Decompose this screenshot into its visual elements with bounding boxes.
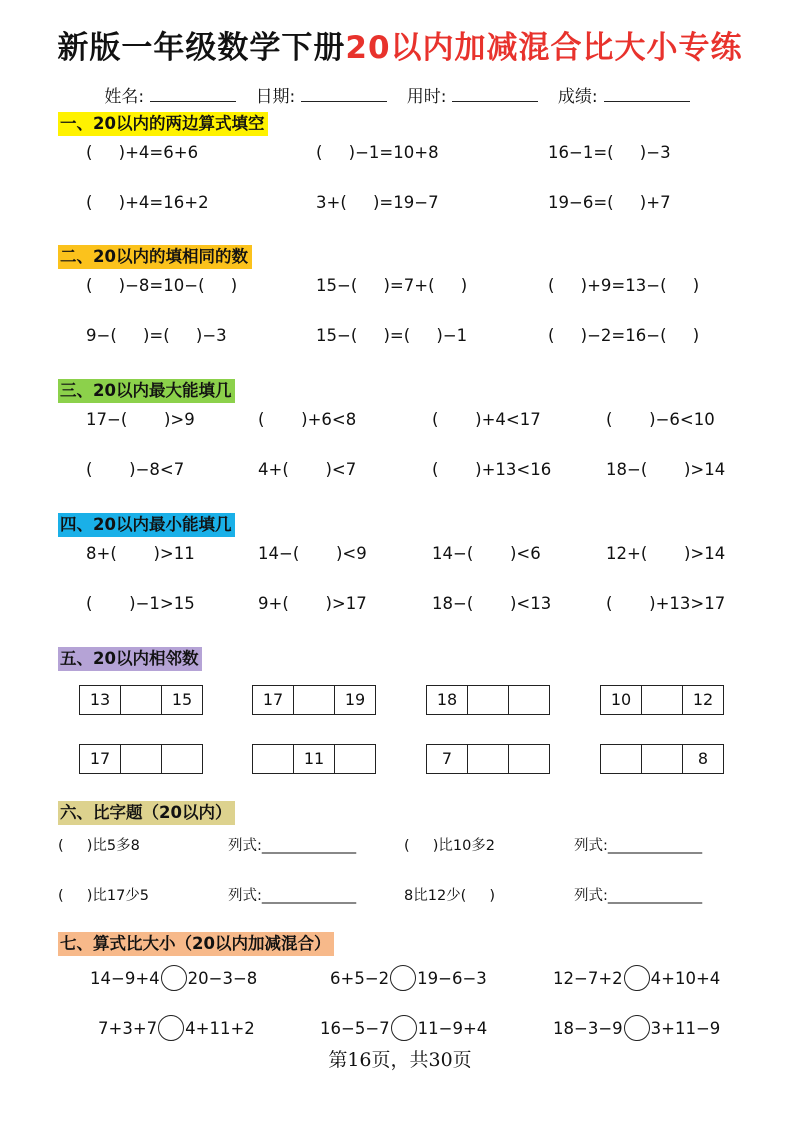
equation-blank[interactable]: 列式:_____________ — [228, 888, 357, 904]
problem: 9−( )=( )−3 — [86, 326, 227, 345]
problem: ( )−1>15 — [86, 594, 195, 613]
section-1-row-2 — [0, 193, 800, 217]
number-box[interactable]: 10 — [601, 686, 642, 714]
number-box[interactable] — [253, 745, 294, 773]
section-3-heading: 三、20以内最大能填几 — [58, 379, 235, 403]
section-7-heading: 七、算式比大小（20以内加减混合） — [58, 932, 334, 956]
problem: ( )−1=10+8 — [316, 143, 439, 162]
section-1-row-1 — [0, 143, 800, 167]
compare-circle[interactable] — [161, 965, 187, 991]
section-4-row-1 — [0, 544, 800, 568]
problem: ( )+6<8 — [258, 410, 357, 429]
problem: ( )−8=10−( ) — [86, 276, 238, 295]
name-label: 姓名: — [104, 87, 145, 107]
number-box[interactable]: 13 — [80, 686, 121, 714]
problem: 18−( )<13 — [432, 594, 552, 613]
section-1-heading: 一、20以内的两边算式填空 — [58, 112, 268, 136]
problem: 14−( )<6 — [432, 544, 541, 563]
neighbor-boxes — [600, 744, 724, 774]
time-blank[interactable] — [452, 87, 538, 102]
title-main: 新版一年级数学下册 — [57, 30, 346, 66]
score-blank[interactable] — [604, 87, 690, 102]
problem: 8+( )>11 — [86, 544, 195, 563]
compare-item — [553, 965, 720, 991]
number-box[interactable] — [335, 745, 375, 773]
number-box[interactable] — [509, 686, 549, 714]
number-box[interactable]: 17 — [253, 686, 294, 714]
section-6-heading: 六、比字题（20以内） — [58, 801, 235, 825]
number-box[interactable] — [642, 745, 683, 773]
problem: 16−1=( )−3 — [548, 143, 671, 162]
problem: ( )−8<7 — [86, 460, 185, 479]
compare-item — [90, 965, 257, 991]
left-expression: 12−7+2 — [553, 968, 623, 988]
number-box[interactable]: 18 — [427, 686, 468, 714]
name-blank[interactable] — [150, 87, 236, 102]
neighbor-boxes — [426, 744, 550, 774]
problem: 3+( )=19−7 — [316, 193, 439, 212]
student-info-line — [0, 82, 800, 107]
number-box[interactable] — [468, 745, 509, 773]
number-box[interactable] — [121, 686, 162, 714]
left-expression: 16−5−7 — [320, 1018, 390, 1038]
compare-circle[interactable] — [624, 1015, 650, 1041]
left-expression: 18−3−9 — [553, 1018, 623, 1038]
equation-blank[interactable]: 列式:_____________ — [228, 838, 357, 854]
problem: ( )+13<16 — [432, 460, 552, 479]
word-problem: 8比12少( ) — [404, 888, 496, 904]
right-expression: 4+10+4 — [650, 968, 721, 988]
section-4-row-2 — [0, 594, 800, 618]
word-problem: ( )比5多8 — [58, 838, 140, 854]
problem: ( )−2=16−( ) — [548, 326, 700, 345]
page-title — [0, 22, 800, 67]
problem: 15−( )=7+( ) — [316, 276, 468, 295]
problem: 12+( )>14 — [606, 544, 726, 563]
compare-circle[interactable] — [158, 1015, 184, 1041]
equation-blank[interactable]: 列式:_____________ — [574, 888, 703, 904]
number-box[interactable] — [294, 686, 335, 714]
section-3-row-1 — [0, 410, 800, 434]
right-expression: 4+11+2 — [185, 1018, 255, 1038]
neighbor-boxes — [426, 685, 550, 715]
problem: 18−( )>14 — [606, 460, 726, 479]
date-label: 日期: — [255, 87, 296, 107]
number-box[interactable]: 15 — [171, 690, 193, 709]
compare-circle[interactable] — [624, 965, 650, 991]
neighbor-boxes — [252, 744, 376, 774]
problem: 17−( )>9 — [86, 410, 195, 429]
problem: ( )+13>17 — [606, 594, 726, 613]
number-box[interactable] — [121, 745, 162, 773]
right-expression: 19−6−3 — [417, 968, 487, 988]
equation-blank[interactable]: 列式:_____________ — [574, 838, 703, 854]
number-box[interactable]: 8 — [697, 749, 709, 768]
problem: ( )+4=6+6 — [86, 143, 199, 162]
neighbor-boxes — [252, 685, 376, 715]
number-box[interactable]: 7 — [427, 745, 468, 773]
section-6-row-2 — [0, 884, 800, 908]
right-expression: 3+11−9 — [650, 1018, 721, 1038]
problem: 9+( )>17 — [258, 594, 367, 613]
number-box[interactable] — [509, 745, 549, 773]
problem: 15−( )=( )−1 — [316, 326, 468, 345]
number-box[interactable] — [601, 745, 642, 773]
page-number: 第16页，共30页 — [328, 1049, 472, 1071]
compare-item — [330, 965, 487, 991]
neighbor-boxes — [79, 685, 203, 715]
number-box[interactable]: 12 — [692, 690, 714, 709]
problem: ( )+4=16+2 — [86, 193, 209, 212]
neighbor-boxes — [600, 685, 724, 715]
section-4-heading: 四、20以内最小能填几 — [58, 513, 235, 537]
problem: ( )−6<10 — [606, 410, 715, 429]
section-6-row-1 — [0, 834, 800, 858]
right-expression: 11−9+4 — [417, 1018, 488, 1038]
section-5-heading: 五、20以内相邻数 — [58, 647, 202, 671]
word-problem: ( )比10多2 — [404, 838, 496, 854]
number-box[interactable]: 11 — [294, 745, 335, 773]
compare-item — [320, 1015, 487, 1041]
problem: 19−6=( )+7 — [548, 193, 671, 212]
score-label: 成绩: — [557, 87, 598, 107]
problem: ( )+4<17 — [432, 410, 541, 429]
compare-item — [98, 1015, 255, 1041]
section-2-row-1 — [0, 276, 800, 300]
problem: 14−( )<9 — [258, 544, 367, 563]
time-label: 用时: — [406, 87, 447, 107]
section-2-row-2 — [0, 326, 800, 350]
left-expression: 6+5−2 — [330, 968, 390, 988]
left-expression: 7+3+7 — [98, 1018, 158, 1038]
compare-circle[interactable] — [390, 965, 416, 991]
neighbor-boxes — [79, 744, 203, 774]
title-highlight: 20以内加减混合比大小专练 — [345, 30, 743, 66]
number-box[interactable] — [642, 686, 683, 714]
compare-circle[interactable] — [391, 1015, 417, 1041]
right-expression: 20−3−8 — [187, 968, 258, 988]
section-2-heading: 二、20以内的填相同的数 — [58, 245, 252, 269]
word-problem: ( )比17少5 — [58, 888, 150, 904]
number-box[interactable] — [162, 745, 202, 773]
number-box[interactable]: 19 — [344, 690, 366, 709]
compare-item — [553, 1015, 720, 1041]
problem: 4+( )<7 — [258, 460, 357, 479]
number-box[interactable] — [468, 686, 509, 714]
problem: ( )+9=13−( ) — [548, 276, 700, 295]
date-blank[interactable] — [301, 87, 387, 102]
number-box[interactable]: 17 — [80, 745, 121, 773]
section-3-row-2 — [0, 460, 800, 484]
left-expression: 14−9+4 — [90, 968, 160, 988]
